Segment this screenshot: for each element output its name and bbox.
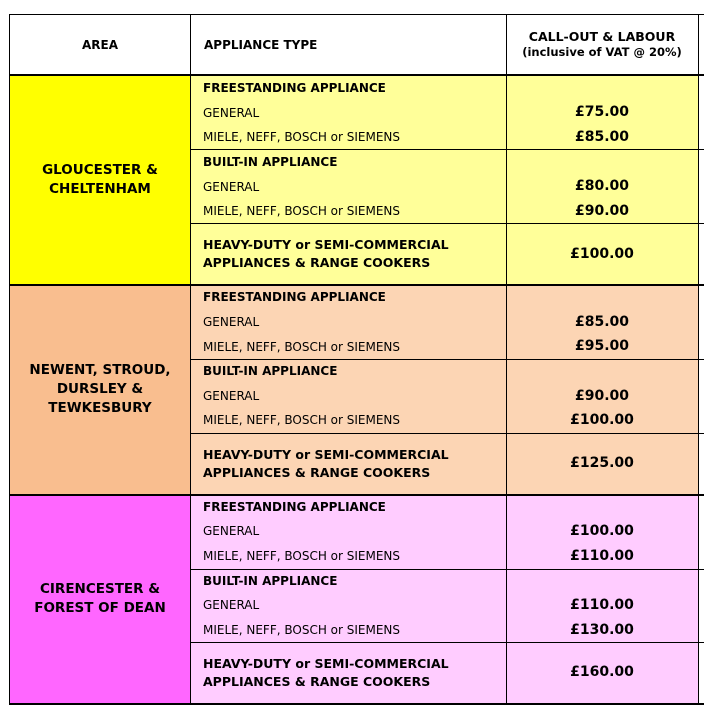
general-label: GENERAL [203,106,260,120]
price-block [506,285,698,494]
price-value: £95.00 [574,338,630,354]
area-label: CIRENCESTER & FOREST OF DEAN [34,581,166,616]
table-border-top [9,14,704,15]
freestanding-label: FREESTANDING APPLIANCE [203,290,386,304]
price-value: £100.00 [570,523,634,539]
area-label: NEWENT, STROUD, DURSLEY & TEWKESBURY [29,362,171,416]
price-value: £130.00 [570,622,634,638]
next-column-edge [698,359,704,360]
premium-brands-label: MIELE, NEFF, BOSCH or SIEMENS [203,340,401,354]
next-column-edge [698,433,704,434]
price-value: £160.00 [570,664,634,680]
column-divider [506,14,507,705]
row-divider [190,359,698,360]
next-column-edge [698,642,704,643]
built-in-label: BUILT-IN APPLIANCE [203,155,338,169]
header-price-subtitle: (inclusive of VAT @ 20%) [522,45,682,59]
row-divider [190,569,698,570]
header-divider [9,74,704,76]
heavy-duty-label: HEAVY-DUTY or SEMI-COMMERCIAL APPLIANCES & RANGE COOKERS [203,237,449,270]
price-value: £125.00 [570,455,634,471]
price-value: £85.00 [574,129,630,145]
header-price-cell [506,15,698,75]
general-label: GENERAL [203,598,260,612]
table-border-left [9,14,10,705]
area-cell [10,495,190,703]
header-appliance-label: APPLIANCE TYPE [204,38,318,52]
price-value: £110.00 [570,597,634,613]
price-value: £90.00 [574,203,630,219]
price-value: £100.00 [570,412,634,428]
appliance-block [190,285,506,494]
row-divider [190,223,698,224]
header-appliance-cell [190,15,506,75]
region-divider [9,284,704,286]
price-value: £100.00 [570,246,634,262]
area-cell [10,285,190,494]
general-label: GENERAL [203,180,260,194]
header-area-label: AREA [81,38,118,52]
premium-brands-label: MIELE, NEFF, BOSCH or SIEMENS [203,130,401,144]
region-divider [9,494,704,496]
premium-brands-label: MIELE, NEFF, BOSCH or SIEMENS [203,623,401,637]
freestanding-label: FREESTANDING APPLIANCE [203,81,386,95]
next-column-edge [698,569,704,570]
table-border-bottom [9,703,704,705]
row-divider [190,642,698,643]
premium-brands-label: MIELE, NEFF, BOSCH or SIEMENS [203,549,401,563]
built-in-label: BUILT-IN APPLIANCE [203,574,338,588]
price-value: £75.00 [574,104,630,120]
price-value: £80.00 [574,178,630,194]
general-label: GENERAL [203,315,260,329]
area-cell [10,75,190,284]
built-in-label: BUILT-IN APPLIANCE [203,364,338,378]
general-label: GENERAL [203,524,260,538]
header-price-title: CALL-OUT & LABOUR [528,29,676,44]
next-column-edge [698,149,704,150]
freestanding-label: FREESTANDING APPLIANCE [203,500,386,514]
price-block [506,495,698,703]
heavy-duty-label: HEAVY-DUTY or SEMI-COMMERCIAL APPLIANCES & RANGE COOKERS [203,656,449,689]
column-divider [190,14,191,705]
next-column-edge [698,223,704,224]
premium-brands-label: MIELE, NEFF, BOSCH or SIEMENS [203,413,401,427]
appliance-block [190,495,506,703]
price-block [506,75,698,284]
area-label: GLOUCESTER & CHELTENHAM [42,161,158,197]
row-divider [190,149,698,150]
price-value: £110.00 [570,548,634,564]
general-label: GENERAL [203,389,260,403]
heavy-duty-label: HEAVY-DUTY or SEMI-COMMERCIAL APPLIANCES & RANGE COOKERS [203,447,449,480]
premium-brands-label: MIELE, NEFF, BOSCH or SIEMENS [203,204,401,218]
price-value: £85.00 [574,314,630,330]
appliance-block [190,75,506,284]
price-value: £90.00 [574,388,630,404]
header-area-cell [10,15,190,75]
row-divider [190,433,698,434]
